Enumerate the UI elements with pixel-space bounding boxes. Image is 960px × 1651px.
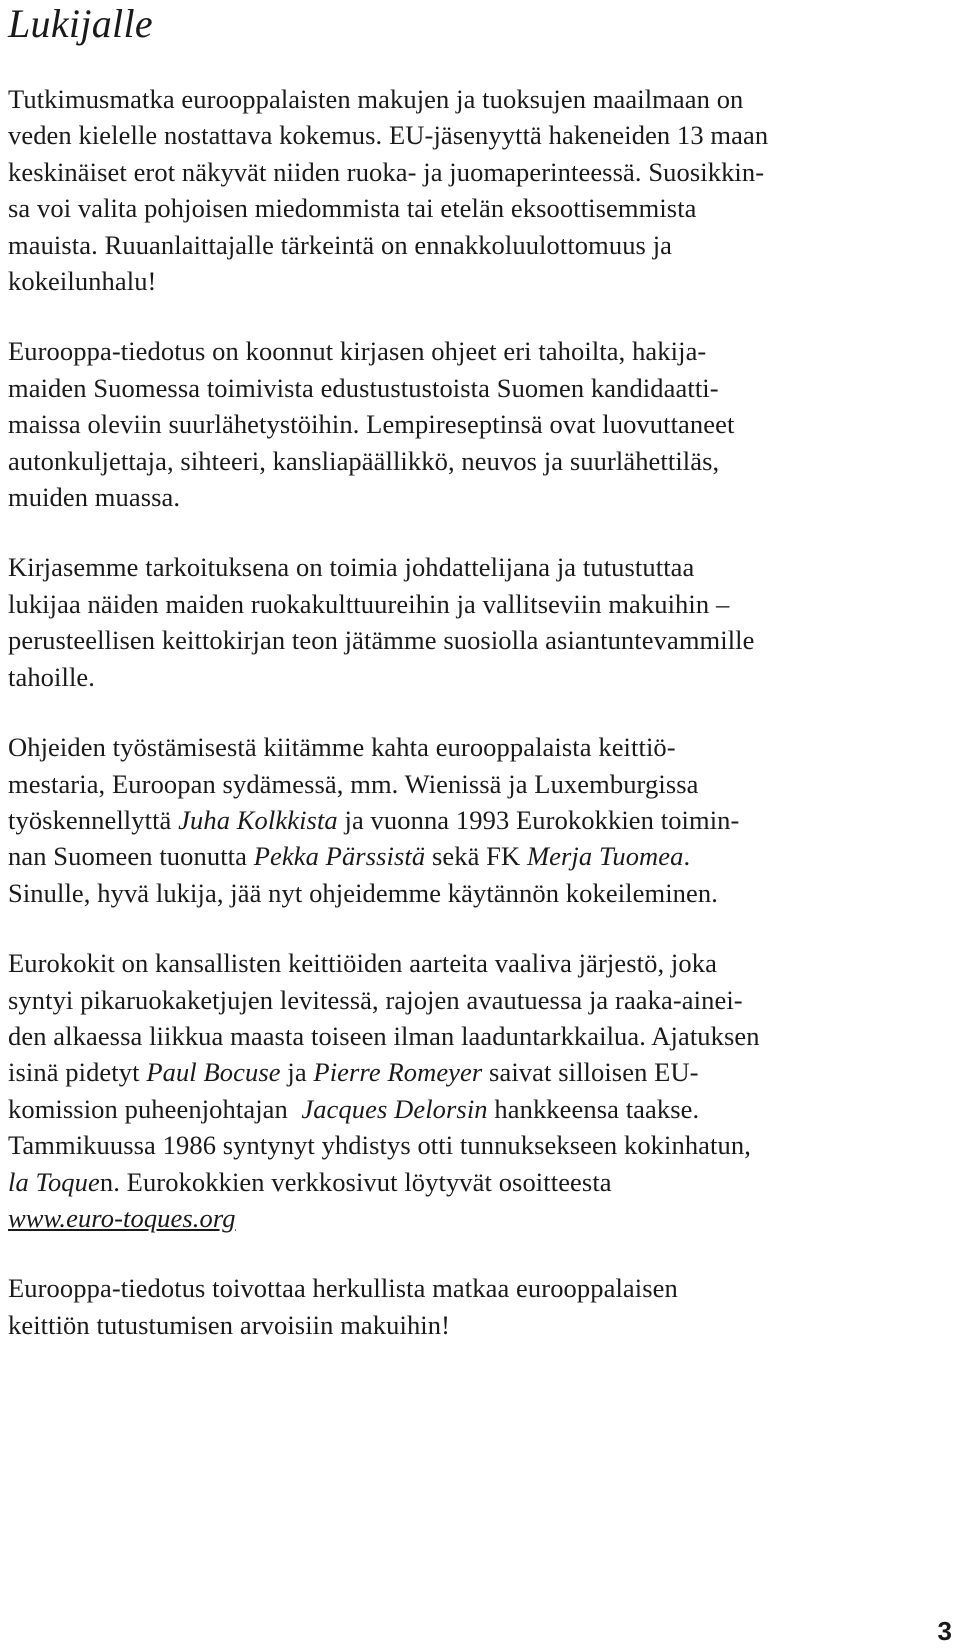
person-name: Paul Bocuse (146, 1057, 281, 1088)
text-line: keskinäiset erot näkyvät niiden ruoka- ja juomaperinteessä. Suosikkin- (8, 156, 765, 187)
text-line (8, 802, 933, 838)
paragraph-intro (8, 81, 933, 299)
page-number: 3 (937, 1616, 952, 1646)
text-line: tahoille. (8, 661, 95, 692)
paragraph-purpose (8, 549, 933, 695)
text-line: Tammikuussa 1986 syntynyt yhdistys otti tunnuksekseen kokinhatun, (8, 1130, 751, 1161)
person-name: Jacques Delorsin (301, 1093, 488, 1124)
text-line: keittiön tutustumisen arvoisiin makuihin! (8, 1309, 451, 1340)
text-line: mauista. Ruuanlaittajalle tärkeintä on ennakkoluulottomuus ja (8, 229, 673, 260)
text-line: mestaria, Euroopan sydämessä, mm. Wienissä ja Luxemburgissa (8, 768, 699, 799)
text-line: sa voi valita pohjoisen miedommista tai etelän eksoottisemmista (8, 193, 697, 224)
text-line (8, 1054, 933, 1090)
text-line: Sinulle, hyvä lukija, jää nyt ohjeidemme käytännön kokeileminen. (8, 877, 718, 908)
paragraph-thanks (8, 729, 933, 911)
text-line (8, 1091, 933, 1127)
text-segment: sekä FK (425, 841, 527, 872)
text-segment: komission puheenjohtajan (8, 1093, 302, 1124)
text-segment: saivat silloisen EU- (482, 1057, 699, 1088)
text-segment: hankkeensa taakse. (487, 1093, 700, 1124)
text-segment: . (683, 841, 691, 872)
text-segment: nan Suomeen tuonutta (8, 841, 254, 872)
emblem-name: la Toque (8, 1166, 100, 1197)
text-line: den alkaessa liikkua maasta toiseen ilman laaduntarkkailua. Ajatuksen (8, 1020, 760, 1051)
text-segment: isinä pidetyt (8, 1057, 147, 1088)
document-body (8, 81, 933, 1377)
text-line (8, 1164, 933, 1200)
text-line (8, 1200, 933, 1236)
paragraph-sources (8, 333, 933, 515)
text-line: maissa oleviin suurlähetystöihin. Lempireseptinsä ovat luovuttaneet (8, 409, 735, 440)
person-name: Juha Kolkkista (178, 804, 338, 835)
text-segment: työskennellyttä (8, 804, 179, 835)
text-line: Tutkimusmatka eurooppalaisten makujen ja tuoksujen maailmaan on (8, 84, 744, 114)
person-name: Pekka Pärssistä (253, 841, 426, 872)
text-line: muiden muassa. (8, 482, 181, 513)
text-segment: n. Eurokokkien verkkosivut löytyvät osoitteesta (99, 1166, 612, 1197)
text-line: Eurooppa-tiedotus on koonnut kirjasen ohjeet eri tahoilta, hakija- (8, 336, 707, 367)
person-name: Pierre Romeyer (313, 1057, 483, 1088)
text-line: perusteellisen keittokirjan teon jätämme suosiolla asiantuntevammille (8, 625, 755, 656)
text-segment: ja (280, 1057, 314, 1088)
website-link[interactable]: www.euro-toques.org (8, 1202, 236, 1233)
text-line: maiden Suomessa toimivista edustustustoista Suomen kandidaatti- (8, 372, 719, 403)
text-line: Eurokokit on kansallisten keittiöiden aarteita vaaliva järjestö, joka (8, 948, 717, 979)
text-line: kokeilunhalu! (8, 266, 157, 297)
text-segment: ja vuonna 1993 Eurokokkien toimin- (337, 804, 740, 835)
person-name: Merja Tuomea (526, 841, 684, 872)
paragraph-closing (8, 1270, 933, 1343)
paragraph-eurotoques (8, 945, 933, 1236)
text-line: Ohjeiden työstämisestä kiitämme kahta eurooppalaista keittiö- (8, 732, 676, 763)
text-line: Kirjasemme tarkoituksena on toimia johdattelijana ja tutustuttaa (8, 552, 695, 583)
text-line (8, 838, 933, 874)
text-line: veden kielelle nostattava kokemus. EU-jäsenyyttä hakeneiden 13 maan (8, 120, 769, 151)
text-line: syntyi pikaruokaketjujen levitessä, rajojen avautuessa ja raaka-ainei- (8, 984, 743, 1015)
text-line: Eurooppa-tiedotus toivottaa herkullista matkaa eurooppalaisen (8, 1273, 678, 1304)
text-line: lukijaa näiden maiden ruokakulttuureihin ja vallitseviin makuihin – (8, 588, 730, 619)
page-title: Lukijalle (8, 1, 153, 46)
text-line: autonkuljettaja, sihteeri, kansliapäällikkö, neuvos ja suurlähettiläs, (8, 445, 720, 476)
